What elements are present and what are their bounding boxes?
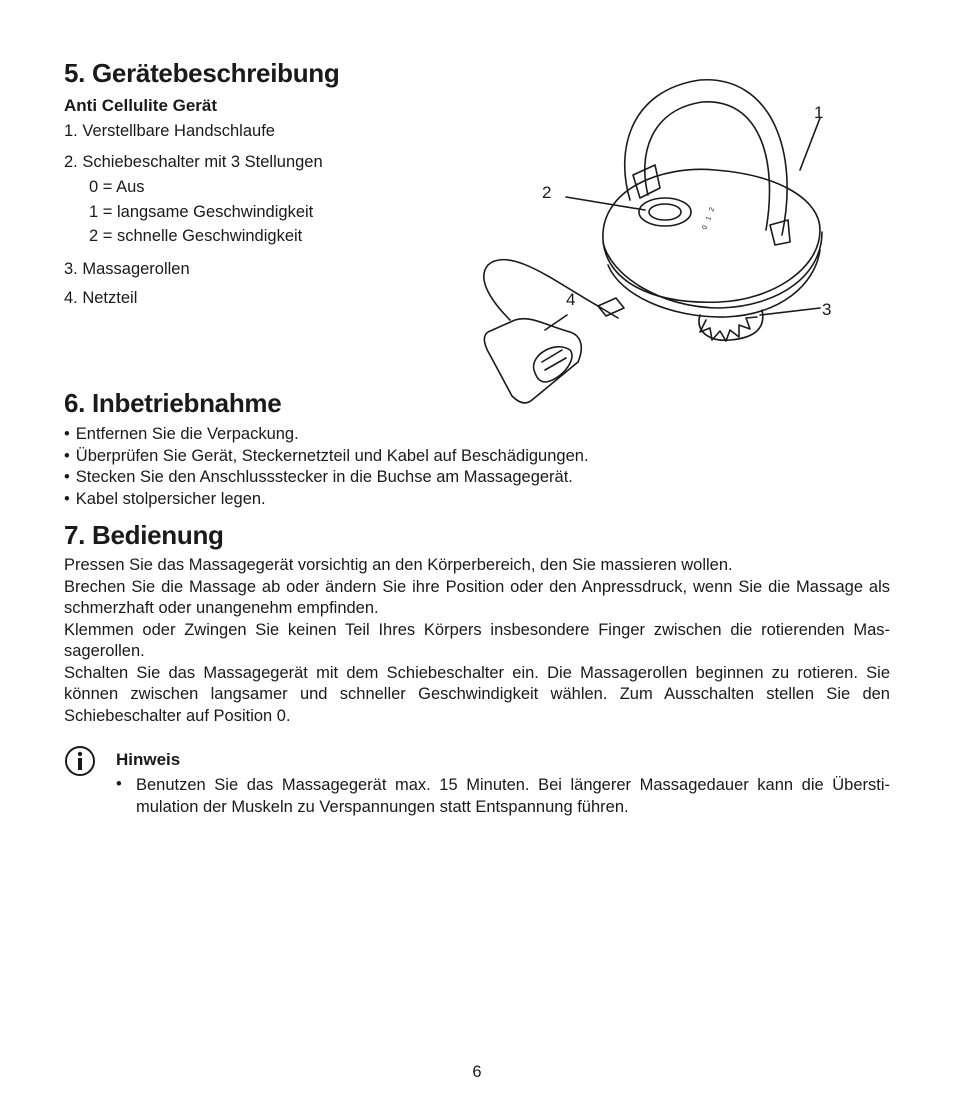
switch-outer <box>639 198 691 226</box>
section-7-title: 7. Bedienung <box>64 520 224 550</box>
page-number: 6 <box>472 1063 482 1081</box>
setup-step: • Überprüfen Sie Gerät, Steckernetzteil und Kabel auf Beschädigungen. <box>64 446 890 468</box>
switch-mark-1: 1 <box>705 215 714 222</box>
operation-text <box>64 555 890 727</box>
info-icon <box>64 745 96 777</box>
callout-2: 2 <box>542 183 552 202</box>
rollers <box>699 310 763 340</box>
power-adapter <box>484 319 581 403</box>
callout-4: 4 <box>566 290 576 309</box>
part-item-1: 1. Verstellbare Handschlaufe <box>64 122 275 140</box>
note-bullet-mark: • <box>116 775 122 793</box>
operation-paragraph: Klemmen oder Zwingen Sie keinen Teil Ihres Körpers insbesondere Finger zwischen die rotierenden Massagerollen. <box>64 620 890 660</box>
operation-paragraph: Pressen Sie das Massagegerät vorsichtig an den Körperbereich, den Sie massieren wollen. <box>64 556 733 574</box>
setup-step: • Entfernen Sie die Verpackung. <box>64 424 890 446</box>
device-subtitle: Anti Cellulite Gerät <box>64 96 218 115</box>
note-text: Benutzen Sie das Massagegerät max. 15 Minuten. Bei längerer Massagedauer kann die Überstimulation der Muskeln zu Verspannungen statt Entspannung führen. <box>136 776 890 816</box>
setup-step: • Stecken Sie den Anschlussstecker in die Buchse am Massagegerät. <box>64 467 890 489</box>
switch-knob <box>649 204 681 220</box>
operation-paragraph: Schalten Sie das Massagegerät mit dem Schiebeschalter ein. Die Massagerollen beginnen zu rotieren. Sie können zwischen langsamer und schneller Geschwindigkeit wählen. Zum Ausschalten stellen Sie den Schiebeschalter auf Position 0. <box>64 663 890 725</box>
setup-steps-list <box>64 424 890 510</box>
cable <box>484 260 618 320</box>
part-item-4: 4. Netzteil <box>64 289 138 307</box>
part-item-3: 3. Massagerollen <box>64 260 190 278</box>
setup-step: • Kabel stolpersicher legen. <box>64 489 890 511</box>
switch-position-2: 2 = schnelle Geschwindigkeit <box>89 227 303 245</box>
callout-3: 3 <box>822 300 832 319</box>
note-title: Hinweis <box>116 750 181 769</box>
operation-paragraph: Brechen Sie die Massage ab oder ändern Sie ihre Position oder den Anpressdruck, wenn Sie die Massage als schmerzhaft oder unangenehm empfinden. <box>64 577 890 617</box>
switch-position-1: 1 = langsame Geschwindigkeit <box>89 203 314 221</box>
device-parts-list <box>64 0 464 320</box>
device-illustration <box>470 70 850 415</box>
switch-position-0: 0 = Aus <box>89 178 145 196</box>
section-6-title: 6. Inbetriebnahme <box>64 388 282 418</box>
callout-1: 1 <box>814 103 824 122</box>
part-item-2: 2. Schiebeschalter mit 3 Stellungen <box>64 153 323 171</box>
switch-mark-2: 2 <box>708 206 717 213</box>
switch-mark-0: 0 <box>701 224 710 231</box>
section-5-title: 5. Gerätebeschreibung <box>64 58 340 88</box>
